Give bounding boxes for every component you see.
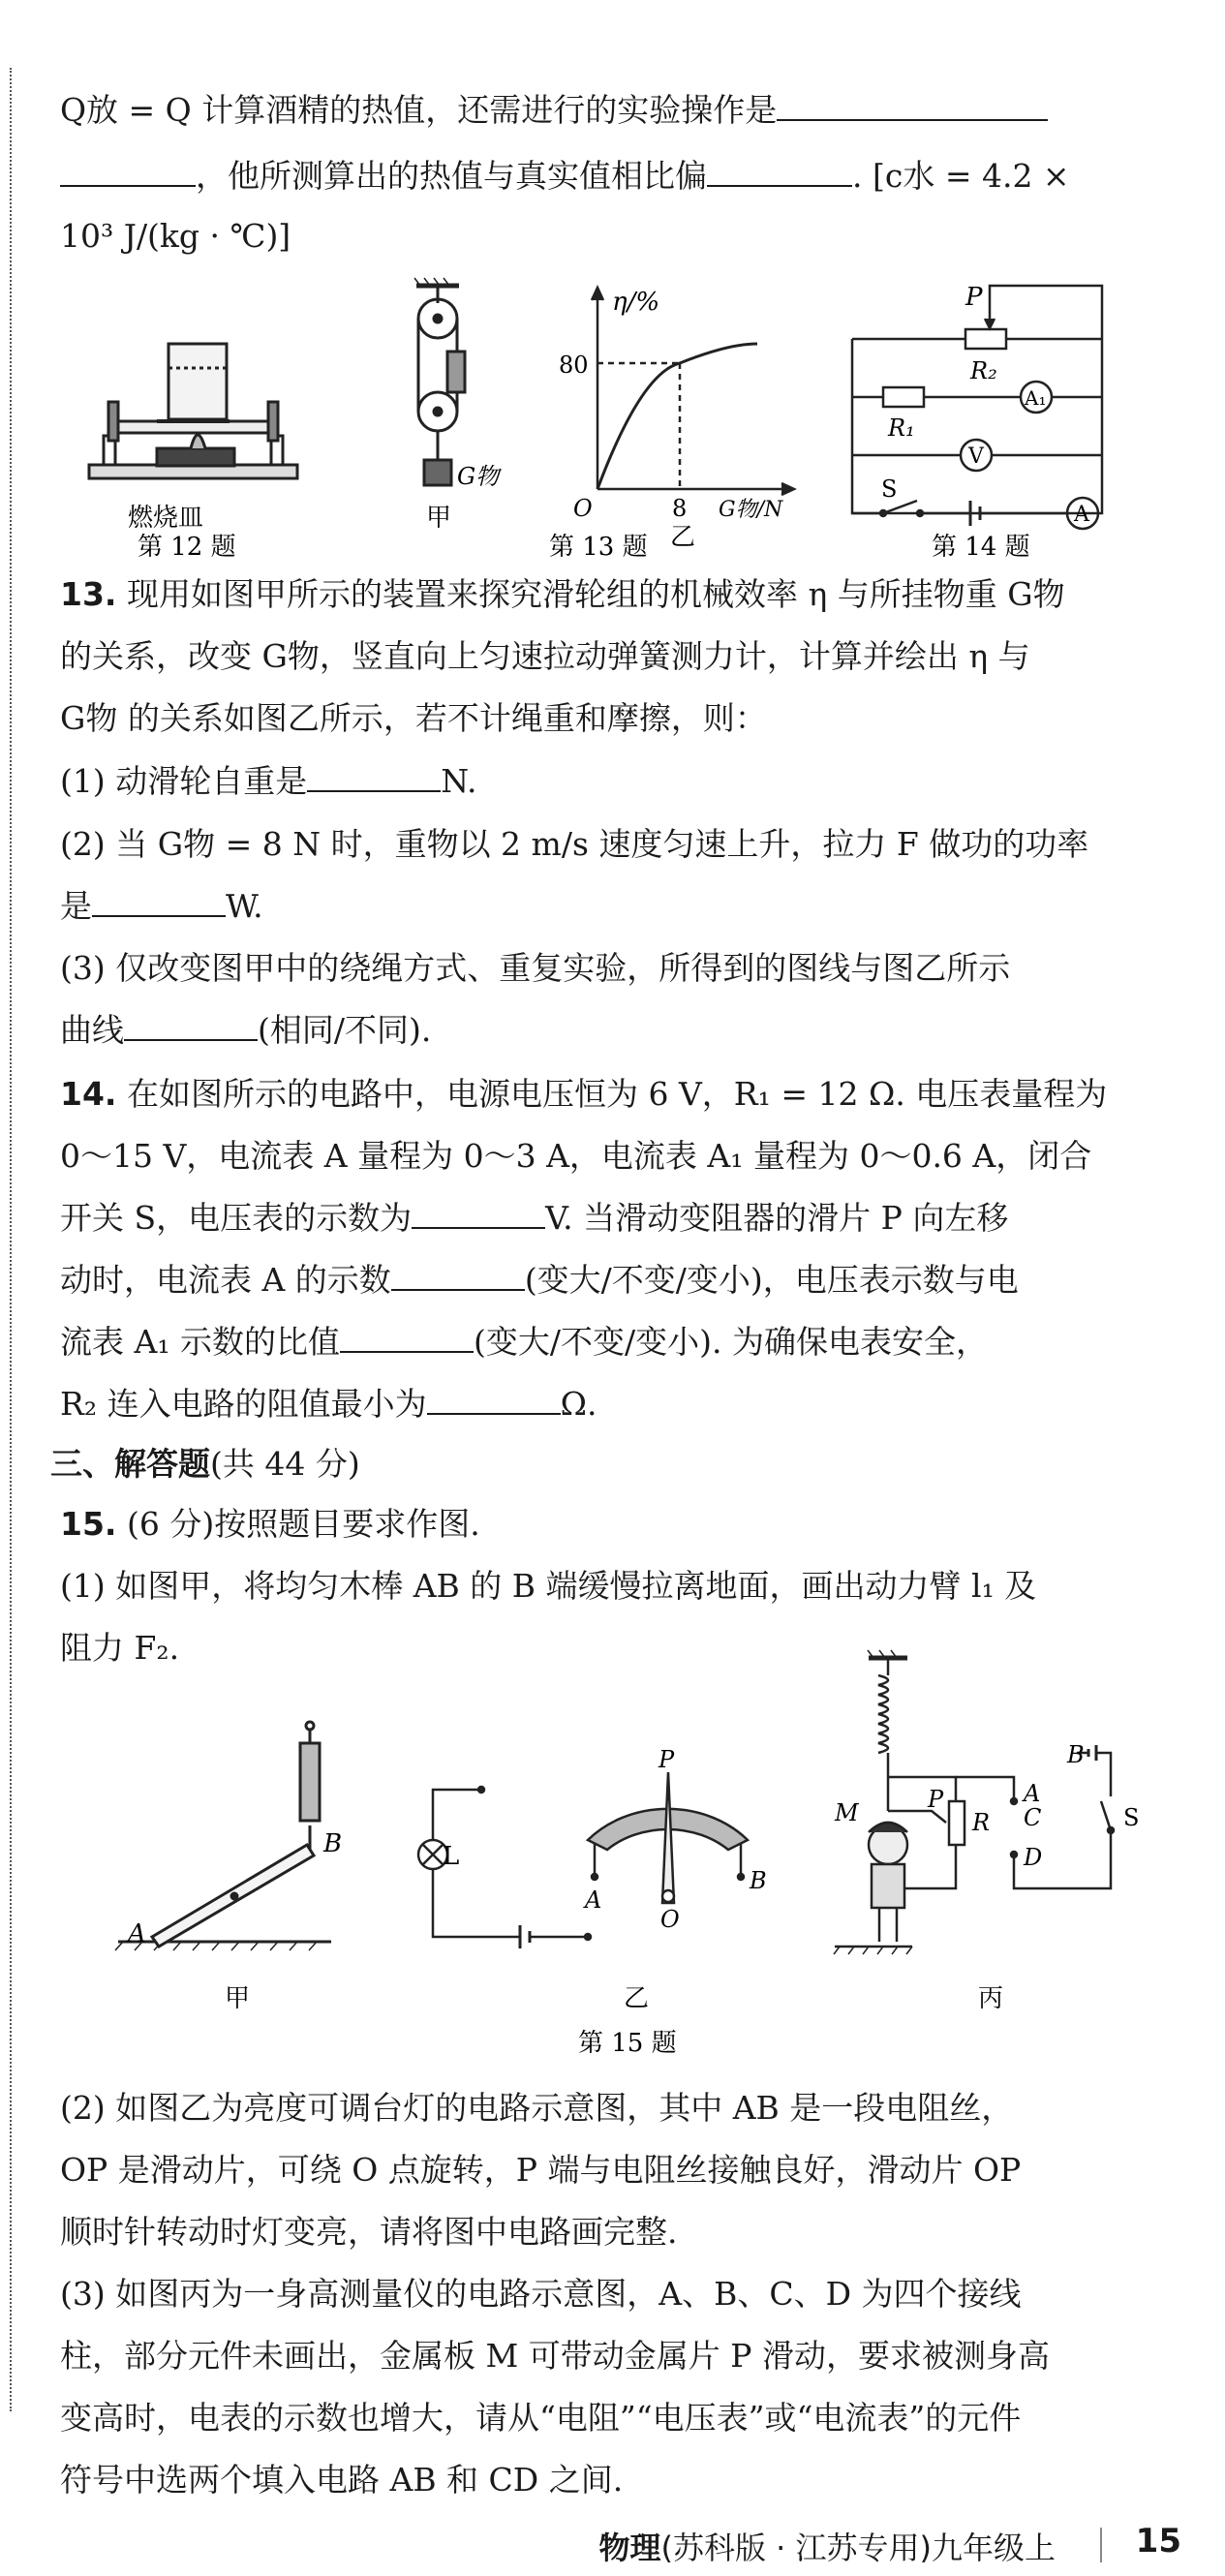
q12-blank-a[interactable] [777,90,1048,121]
fig15-yi-label-b: B [750,1867,767,1894]
q14-line6: R₂ 连入电路的阻值最小为 Ω. [60,1385,597,1423]
q13-line3: G物 的关系如图乙所示，若不计绳重和摩擦，则： [60,699,767,737]
q15-sub3-line4: 符号中选两个填入电路 AB 和 CD 之间. [60,2461,624,2499]
fig15-jia-lever [115,1722,331,1950]
section3-heading: 三、解答题(共 44 分) [50,1445,360,1483]
q13-blank-3[interactable] [124,1010,258,1041]
figures-15 [60,1646,1183,2072]
q14-blank-4[interactable] [427,1384,561,1415]
q12-blank-a2[interactable] [60,156,196,187]
q15-sub3-line2: 柱，部分元件未画出，金属板 M 可带动金属片 P 滑动，要求被测身高 [60,2337,1050,2375]
q13-sub2-line2: 是 W. [60,887,263,925]
fig13-weight-label: G物 [457,463,500,490]
q12-line2: ，他所测算出的热值与真实值相比偏 . [c水 = 4.2 × [60,155,1070,198]
fig15-yi-caption: 乙 [624,1984,650,2013]
fig14-switch-s: S [881,475,898,503]
fig14-label-p: P [965,283,983,312]
figures-12-14 [60,276,1183,557]
q13-line1: 13. 现用如图甲所示的装置来探究滑轮组的机械效率 η 与所挂物重 G物 [60,575,1065,613]
fig14-meter-v: V [968,445,984,469]
footer-separator [1100,2528,1102,2562]
q12-line3: 10³ J/(kg · ℃)] [60,217,291,255]
q15-sub2-line3: 顺时针转动时灯变亮，请将图中电路画完整. [60,2213,678,2251]
fig13-caption: 第 13 题 [549,533,648,557]
figures-svg [60,276,1183,557]
q14-line5: 流表 A₁ 示数的比值 (变大/不变/变小). 为确保电表安全， [60,1323,989,1361]
fig14-caption: 第 14 题 [932,533,1030,557]
q14-line4: 动时，电流表 A 的示数 (变大/不变/变小)，电压表示数与电 [60,1261,1019,1299]
fig15-bing-label-c: C [1024,1804,1042,1831]
fig14-meter-a1: A₁ [1025,386,1047,410]
q15-sub3-line1: (3) 如图丙为一身高测量仪的电路示意图，A、B、C、D 为四个接线 [60,2275,1022,2313]
q15-sub1-line1: (1) 如图甲，将均匀木棒 AB 的 B 端缓慢拉离地面，画出动力臂 l₁ 及 [60,1567,1037,1605]
q15-sub2-line1: (2) 如图乙为亮度可调台灯的电路示意图，其中 AB 是一段电阻丝， [60,2089,1014,2127]
q13-sub2-line1: (2) 当 G物 = 8 N 时，重物以 2 m/s 速度匀速上升，拉力 F 做功的功率 [60,825,1089,863]
fig15-bing-label-s: S [1123,1804,1140,1831]
q14-line2: 0～15 V，电流表 A 量程为 0～3 A，电流表 A₁ 量程为 0～0.6 A，闭合 [60,1137,1092,1175]
fig14-meter-a: A [1074,503,1089,527]
page-footer [523,2518,1181,2576]
fig15-yi-label-o: O [660,1906,680,1933]
fig13-ylabel: η/% [612,288,660,317]
figures15-svg [60,1646,1183,2072]
fig15-yi-label-p: P [658,1746,675,1773]
footer-book-title: 物理(苏科版 · 江苏专用)九年级上 [598,2530,1056,2566]
fig14-label-r2: R₂ [970,357,997,384]
binding-margin-line [10,68,12,2411]
fig15-bing-label-b: B [1067,1741,1085,1768]
q14-line3: 开关 S，电压表的示数为 V. 当滑动变阻器的滑片 P 向左移 [60,1199,1009,1237]
q15-sub2-line2: OP 是滑动片，可绕 O 点旋转，P 端与电阻丝接触良好，滑动片 OP [60,2151,1022,2189]
q15-sub1-line2: 阻力 F₂. [60,1629,180,1667]
fig13-y-tick: 80 [559,352,589,379]
q14-line1: 14. 在如图所示的电路中，电源电压恒为 6 V，R₁ = 12 Ω. 电压表量程为 [60,1075,1108,1113]
fig15-bing-label-a: A [1024,1780,1041,1807]
q12-line1: Q放 = Q 计算酒精的热值，还需进行的实验操作是 [60,89,1048,132]
q14-blank-1[interactable] [412,1198,545,1229]
fig15-bing-label-d: D [1024,1844,1043,1871]
footer-page-number: 15 [1135,2522,1181,2561]
q13-sub3-line2: 曲线 (相同/不同). [60,1011,432,1049]
q13-line2: 的关系，改变 G物，竖直向上匀速拉动弹簧测力计，计算并绘出 η 与 [60,637,1030,675]
q13-sub1: (1) 动滑轮自重是 N. [60,762,477,800]
q14-blank-3[interactable] [340,1322,474,1353]
fig12-apparatus [89,344,297,478]
fig15-bing-label-p: P [928,1786,944,1813]
fig14-label-r1: R₁ [888,414,915,442]
q13-blank-2[interactable] [92,886,226,917]
fig15-yi-circuit [418,1772,748,1948]
fig13-xlabel: G物/N [719,498,783,522]
fig13-sub-label: 甲 [426,504,452,533]
fig15-yi-label-a: A [585,1886,602,1914]
fig15-jia-label-a: A [128,1919,146,1948]
fig13-x-tick: 8 [672,495,688,522]
fig15-bing-label-m: M [835,1799,859,1826]
fig13-pulley [414,278,465,485]
fig13-origin: O [573,495,593,522]
q13-sub3-line1: (3) 仅改变图甲中的绕绳方式、重复实验，所得到的图线与图乙所示 [60,949,1011,987]
fig12-caption: 第 12 题 [138,533,236,557]
fig13-graph [592,288,794,495]
q14-blank-2[interactable] [391,1260,525,1291]
q15-sub3-line3: 变高时，电表的示数也增大，请从“电阻”“电压表”或“电流表”的元件 [60,2399,1022,2437]
fig12-label: 燃烧皿 [128,504,204,533]
fig15-bing-meter [834,1650,1114,1954]
fig15-bing-label-r: R [972,1809,991,1836]
fig15-caption: 第 15 题 [578,2029,677,2058]
q12-blank-b[interactable] [707,156,852,187]
fig13-graph-label: 乙 [670,523,696,552]
q13-blank-1[interactable] [307,761,441,792]
fig15-bing-caption: 丙 [978,1984,1004,2013]
fig15-jia-caption: 甲 [225,1984,251,2013]
q15-line1: 15. (6 分)按照题目要求作图. [60,1505,480,1543]
fig15-yi-lamp-l: L [443,1842,460,1871]
fig15-jia-label-b: B [323,1829,343,1858]
